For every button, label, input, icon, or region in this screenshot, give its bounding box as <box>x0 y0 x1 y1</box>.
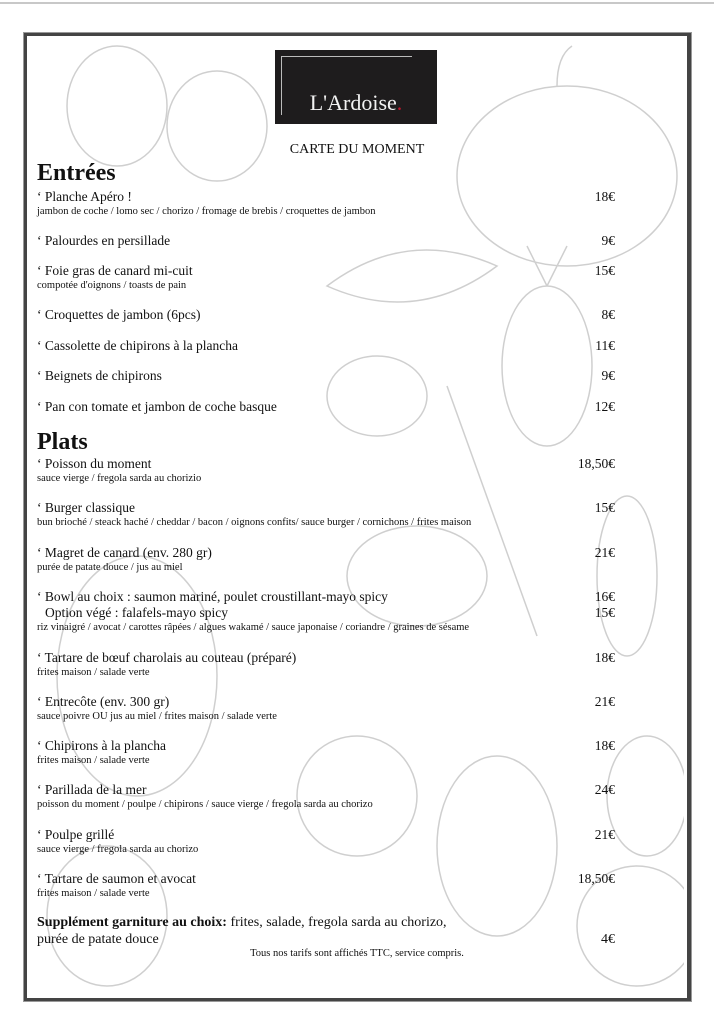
item-price: 21€ <box>594 545 615 560</box>
menu-item <box>37 189 615 219</box>
item-price: 9€ <box>601 368 615 383</box>
item-price: 18€ <box>594 189 615 204</box>
menu-item <box>37 399 615 415</box>
item-name: ‘ Tartare de saumon et avocat <box>37 871 196 886</box>
item-name: ‘ Parillada de la mer <box>37 782 147 797</box>
item-name: ‘ Entrecôte (env. 300 gr) <box>37 694 170 709</box>
menu-item <box>37 368 615 384</box>
item-description: poisson du moment / poulpe / chipirons / sauce vierge / fregola sarda au chorizo <box>37 799 373 810</box>
item-name: ‘ Poulpe grillé <box>37 827 115 842</box>
item-name: ‘ Burger classique <box>37 500 135 515</box>
menu-item <box>37 263 615 293</box>
item-description: riz vinaigré / avocat / carottes râpées / algues wakamé / sauce japonaise / coriandre / graines de sésame <box>37 622 470 633</box>
item-description: frites maison / salade verte <box>37 888 150 899</box>
item-name: ‘ Cassolette de chipirons à la plancha <box>37 338 238 353</box>
item-price: 16€ <box>594 589 615 604</box>
item-description: sauce vierge / fregola sarda au chorizio <box>37 473 202 484</box>
menu-item <box>37 827 615 857</box>
top-divider <box>0 2 714 4</box>
item-description: compotée d'oignons / toasts de pain <box>37 280 187 291</box>
item-name: ‘ Croquettes de jambon (6pcs) <box>37 307 201 322</box>
item-description: bun brioché / steack haché / cheddar / bacon / oignons confits/ sauce burger / cornichons / frites maison <box>37 517 472 528</box>
item-name: ‘ Planche Apéro ! <box>37 189 132 204</box>
item-option-price: 15€ <box>594 605 615 620</box>
menu-item <box>37 545 615 575</box>
section-heading-plats: Plats <box>37 429 88 455</box>
menu-item <box>37 338 615 354</box>
item-price: 18€ <box>594 650 615 665</box>
item-description: frites maison / salade verte <box>37 667 150 678</box>
menu-item <box>37 871 615 901</box>
menu-subtitle: CARTE DU MOMENT <box>289 142 425 157</box>
item-price: 21€ <box>594 694 615 709</box>
menu-item <box>37 694 615 724</box>
item-name: ‘ Chipirons à la plancha <box>37 738 166 753</box>
section-heading-entrees: Entrées <box>37 160 116 186</box>
item-name: ‘ Poisson du moment <box>37 456 152 471</box>
item-price: 24€ <box>594 782 615 797</box>
restaurant-logo: L'Ardoise. <box>275 50 437 124</box>
item-name: ‘ Bowl au choix : saumon mariné, poulet croustillant-mayo spicy <box>37 589 388 604</box>
item-name: ‘ Beignets de chipirons <box>37 368 162 383</box>
item-price: 9€ <box>601 233 615 248</box>
item-description: frites maison / salade verte <box>37 755 150 766</box>
item-option: Option végé : falafels-mayo spicy <box>45 605 228 620</box>
menu-item <box>37 650 615 680</box>
item-price: 11€ <box>595 338 615 353</box>
item-price: 12€ <box>594 399 615 414</box>
menu-item <box>37 500 615 530</box>
item-name: ‘ Pan con tomate et jambon de coche basque <box>37 399 277 414</box>
item-description: sauce poivre OU jus au miel / frites maison / salade verte <box>37 711 277 722</box>
item-price: 21€ <box>594 827 615 842</box>
menu-item <box>37 233 615 249</box>
item-price: 18€ <box>594 738 615 753</box>
item-description: purée de patate douce / jus au miel <box>37 562 183 573</box>
item-name: ‘ Palourdes en persillade <box>37 233 171 248</box>
menu-item <box>37 738 615 768</box>
item-description: jambon de coche / lomo sec / chorizo / fromage de brebis / croquettes de jambon <box>37 206 376 217</box>
menu-item <box>37 589 615 635</box>
item-price: 15€ <box>594 263 615 278</box>
item-description: sauce vierge / fregola sarda au chorizo <box>37 844 199 855</box>
item-price: 15€ <box>594 500 615 515</box>
item-price: 18,50€ <box>577 456 615 471</box>
pricing-note: Tous nos tarifs sont affichés TTC, service compris. <box>250 948 464 959</box>
item-price: 8€ <box>601 307 615 322</box>
menu-item <box>37 307 615 323</box>
item-name: ‘ Tartare de bœuf charolais au couteau (préparé) <box>37 650 297 665</box>
menu-item <box>37 456 615 486</box>
item-name: ‘ Foie gras de canard mi-cuit <box>37 263 193 278</box>
supplement: Supplément garniture au choix: frites, salade, fregola sarda au chorizo, purée de patate douce 4€ <box>37 915 615 947</box>
item-name: ‘ Magret de canard (env. 280 gr) <box>37 545 212 560</box>
item-price: 18,50€ <box>577 871 615 886</box>
menu-item <box>37 782 615 812</box>
